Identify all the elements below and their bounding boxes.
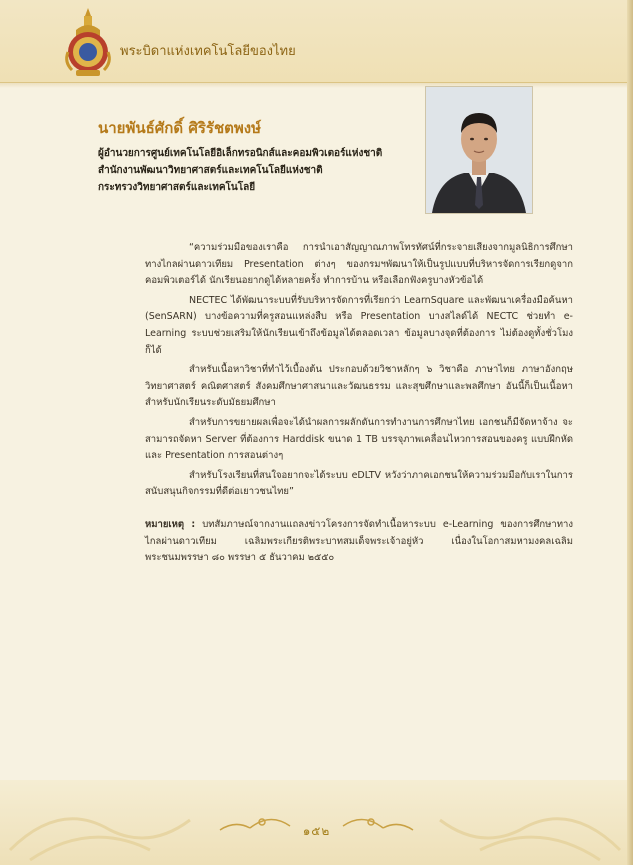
paragraph-2: NECTEC ได้พัฒนาระบบที่รับบริหารจัดการที่เรียกว่า LearnSquare และพัฒนาเครื่องมือค้นหา (SenSARN) บางข้อความที่ครูสอนแหล่งสืบ หรือ Presentation บางสไลด์ได้ NECTC ช่วยทำ e-Learning ระบบช่วยเสริมให้นักเรียนเข้าถึงข้อมูลได้ตลอดเวลา ข้อมูลบางจุดที่ต้องการ ไม่ต้องดูทั้งชั่วโมงก็ได้ xyxy=(145,294,573,356)
author-affiliation-1: ผู้อำนวยการศูนย์เทคโนโลยีอิเล็กทรอนิกส์และคอมพิวเตอร์แห่งชาติ xyxy=(98,148,383,159)
author-affiliation-2: สำนักงานพัฒนาวิทยาศาสตร์และเทคโนโลยีแห่งชาติ xyxy=(98,165,323,176)
author-name: นายพันธ์ศักดิ์ ศิริรัชตพงษ์ xyxy=(98,119,261,137)
author-photo xyxy=(425,86,533,214)
paragraph-5: สำหรับโรงเรียนที่สนใจอยากจะได้ระบบ eDLTV หวังว่าภาคเอกชนให้ความร่วมมือกับเราในการสนับสนุนกิจกรรมที่ดีต่อเยาวชนไทย” xyxy=(145,469,573,498)
paragraph-4: สำหรับการขยายผลเพื่อจะได้นำผลการผลักดันการทำงานการศึกษาไทย เอกชนก็มีจัดหาจ้าง จะสามารถจัดหา Server ที่ต้องการ Harddisk ขนาด 1 TB บรรจุภาพเคลื่อนไหวการสอนของครู แบบฝึกหัด และ Presentation การสอนต่างๆ xyxy=(145,416,573,462)
article-body xyxy=(145,240,573,570)
page-edge xyxy=(627,0,633,865)
paragraph-3: สำหรับเนื้อหาวิชาที่ทำไว้เบื้องต้น ประกอบด้วยวิชาหลักๆ ๖ วิชาคือ ภาษาไทย ภาษาอังกฤษ วิทยาศาสตร์ คณิตศาสตร์ สังคมศึกษาศาสนาและวัฒนธรรม และสุขศึกษาและพลศึกษา อันนี้ก็เป็นเนื้อหาสำหรับนักเรียนระดับมัธยมศึกษา xyxy=(145,364,573,409)
royal-emblem-icon xyxy=(62,6,114,78)
page-number: ๑๕๒ xyxy=(302,824,331,838)
author-block xyxy=(98,116,418,196)
author-affiliation-3: กระทรวงวิทยาศาสตร์และเทคโนโลยี xyxy=(98,182,256,193)
header-title: พระบิดาแห่งเทคโนโลยีของไทย xyxy=(120,44,296,59)
header-band xyxy=(0,0,633,83)
note-text: บทสัมภาษณ์จากงานแถลงข่าวโครงการจัดทำเนื้อหาระบบ e-Learning ของการศึกษาทางไกลผ่านดาวเทียม เฉลิมพระเกียรติพระบาทสมเด็จพระเจ้าอยู่หัว เนื่องในโอกาสมหามงคลเฉลิมพระชนมพรรษา ๘๐ พรรษา ๕ ธันวาคม ๒๕๕๐ xyxy=(145,518,573,564)
note-paragraph xyxy=(145,517,573,567)
paragraph-1: “ความร่วมมือของเราคือ การนำเอาสัญญาณภาพโทรทัศน์ที่กระจายเสียงจากมูลนิธิการศึกษาทางไกลผ่านดาวเทียม Presentation ต่างๆ ของกรมฯพัฒนาให้เป็นรูปแบบที่บริหารจัดการเรียกดูจากคอมพิวเตอร์ได้ นักเรียนอยากดูได้หลายครั้ง ทำการบ้าน หรือเลือกฟังครูบางหัวข้อได้ xyxy=(145,242,573,287)
note-label: หมายเหตุ : xyxy=(145,518,196,530)
portrait-image xyxy=(426,87,532,213)
